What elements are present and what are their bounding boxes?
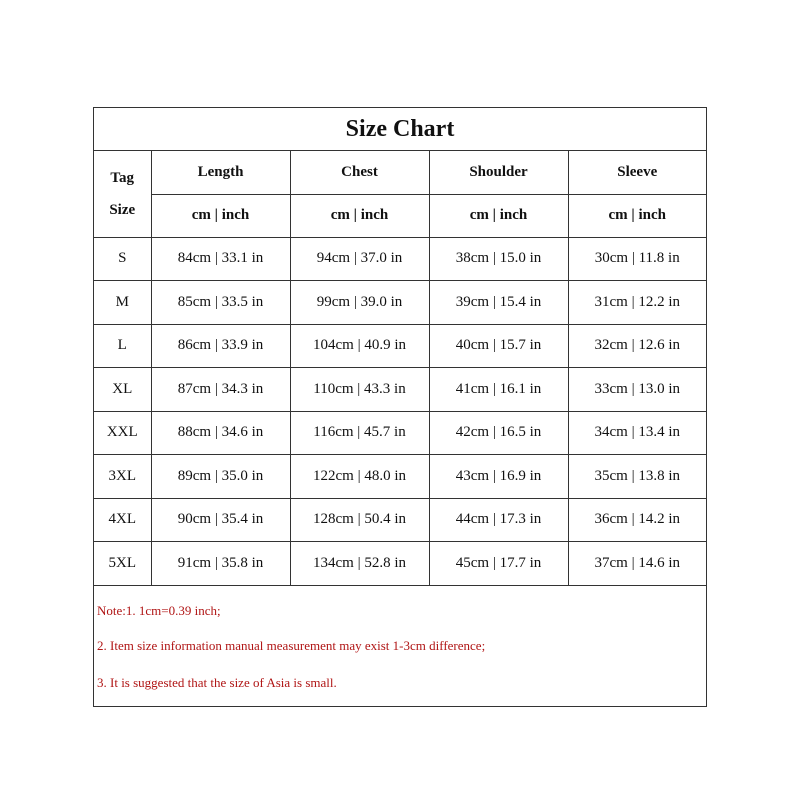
measurement-cell: 36cm | 14.2 in <box>568 498 706 542</box>
note-3: 3. It is suggested that the size of Asia is small. <box>97 675 337 690</box>
column-header-shoulder: Shoulder <box>429 151 568 194</box>
size-chart <box>93 107 707 707</box>
measurement-cell: 41cm | 16.1 in <box>429 368 568 412</box>
measurement-cell: 37cm | 14.6 in <box>568 542 706 586</box>
measurement-cell: 122cm | 48.0 in <box>290 455 429 499</box>
chart-title: Size Chart <box>94 108 706 151</box>
size-rows <box>94 237 706 585</box>
unit-label: cm | inch <box>151 194 290 237</box>
tag-size-header <box>94 151 151 237</box>
size-cell: 4XL <box>94 498 151 542</box>
measurement-cell: 89cm | 35.0 in <box>151 455 290 499</box>
size-cell: S <box>94 237 151 281</box>
size-cell: XXL <box>94 411 151 455</box>
measurement-cell: 34cm | 13.4 in <box>568 411 706 455</box>
table-row <box>94 324 706 368</box>
unit-label: cm | inch <box>568 194 706 237</box>
measurement-cell: 91cm | 35.8 in <box>151 542 290 586</box>
tag-label: Tag <box>110 169 135 186</box>
measurement-cell: 30cm | 11.8 in <box>568 237 706 281</box>
column-header-length: Length <box>151 151 290 194</box>
table-row <box>94 498 706 542</box>
measurement-cell: 84cm | 33.1 in <box>151 237 290 281</box>
size-cell: XL <box>94 368 151 412</box>
measurement-cell: 104cm | 40.9 in <box>290 324 429 368</box>
measurement-cell: 94cm | 37.0 in <box>290 237 429 281</box>
measurement-cell: 99cm | 39.0 in <box>290 281 429 325</box>
measurement-cell: 116cm | 45.7 in <box>290 411 429 455</box>
measurement-cell: 43cm | 16.9 in <box>429 455 568 499</box>
size-cell: M <box>94 281 151 325</box>
table-row <box>94 368 706 412</box>
table-row <box>94 455 706 499</box>
header-row <box>94 151 706 194</box>
measurement-cell: 90cm | 35.4 in <box>151 498 290 542</box>
column-header-sleeve: Sleeve <box>568 151 706 194</box>
table-row <box>94 237 706 281</box>
table-row <box>94 411 706 455</box>
measurement-cell: 39cm | 15.4 in <box>429 281 568 325</box>
unit-label: cm | inch <box>290 194 429 237</box>
measurement-cell: 38cm | 15.0 in <box>429 237 568 281</box>
measurement-cell: 33cm | 13.0 in <box>568 368 706 412</box>
size-cell: L <box>94 324 151 368</box>
notes-section <box>94 586 706 706</box>
measurement-cell: 32cm | 12.6 in <box>568 324 706 368</box>
measurement-cell: 45cm | 17.7 in <box>429 542 568 586</box>
measurement-cell: 110cm | 43.3 in <box>290 368 429 412</box>
measurement-cell: 87cm | 34.3 in <box>151 368 290 412</box>
unit-row <box>94 194 706 237</box>
table-row <box>94 542 706 586</box>
measurement-cell: 44cm | 17.3 in <box>429 498 568 542</box>
size-label: Size <box>109 201 136 218</box>
column-header-chest: Chest <box>290 151 429 194</box>
measurement-cell: 35cm | 13.8 in <box>568 455 706 499</box>
note-1: Note:1. 1cm=0.39 inch; <box>97 603 221 618</box>
unit-label: cm | inch <box>429 194 568 237</box>
size-table <box>94 151 706 586</box>
measurement-cell: 85cm | 33.5 in <box>151 281 290 325</box>
measurement-cell: 40cm | 15.7 in <box>429 324 568 368</box>
measurement-cell: 42cm | 16.5 in <box>429 411 568 455</box>
measurement-cell: 86cm | 33.9 in <box>151 324 290 368</box>
measurement-cell: 128cm | 50.4 in <box>290 498 429 542</box>
table-row <box>94 281 706 325</box>
measurement-cell: 31cm | 12.2 in <box>568 281 706 325</box>
measurement-cell: 134cm | 52.8 in <box>290 542 429 586</box>
note-2: 2. Item size information manual measurement may exist 1-3cm difference; <box>97 638 486 653</box>
size-cell: 5XL <box>94 542 151 586</box>
size-cell: 3XL <box>94 455 151 499</box>
measurement-cell: 88cm | 34.6 in <box>151 411 290 455</box>
